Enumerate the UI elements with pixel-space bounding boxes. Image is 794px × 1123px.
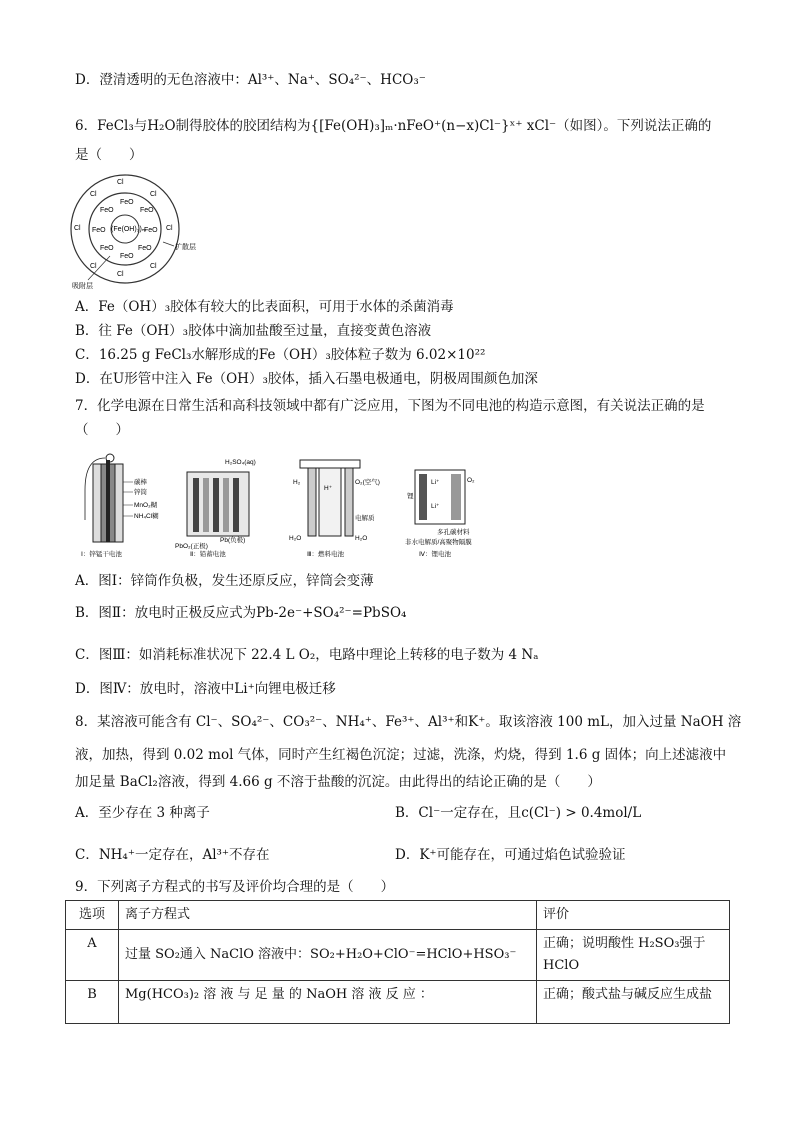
cl-label: Cl — [90, 191, 97, 198]
colloid-micelle-figure — [70, 172, 230, 292]
adsorption-layer-label: 吸附层 — [72, 283, 93, 290]
b1-part-label: 碳棒 — [134, 479, 147, 486]
b3-h2o-left-label: H₂O — [289, 535, 302, 542]
feo-label: FeO — [92, 227, 106, 234]
cl-label: Cl — [90, 263, 97, 270]
q6-option-d: D．在U形管中注入 Fe（OH）₃胶体，插入石墨电极通电，阴极周围颜色加深 — [75, 371, 538, 387]
q8-option-b: B．Cl⁻一定存在，且c(Cl⁻) > 0.4mol/L — [395, 805, 642, 821]
b3-caption: Ⅲ：燃料电池 — [307, 551, 344, 558]
battery-diagrams-figure — [75, 450, 485, 562]
b4-liplus-label: Li⁺ — [431, 479, 440, 486]
header-evaluation: 评价 — [537, 901, 730, 930]
q8-option-c: C．NH₄⁺一定存在，Al³⁺不存在 — [75, 847, 270, 863]
q9-table — [65, 900, 730, 1024]
q5-option-d: D．澄清透明的无色溶液中：Al³⁺、Na⁺、SO₄²⁻、HCO₃⁻ — [75, 72, 426, 88]
cl-label: Cl — [117, 271, 124, 278]
header-option: 选项 — [66, 901, 119, 930]
q8-stem-line1: 8．某溶液可能含有 Cl⁻、SO₄²⁻、CO₃²⁻、NH₄⁺、Fe³⁺、Al³⁺和K⁺。取该溶液 100 mL，加入过量 NaOH 溶 — [75, 714, 742, 730]
b2-positive-label: PbO₂(正极) — [175, 543, 208, 550]
b1-part-label: NH₄Cl糊 — [134, 513, 159, 520]
table-row — [66, 930, 730, 981]
q8-stem-line2: 液，加热，得到 0.02 mol 气体，同时产生红褐色沉淀；过滤，洗涤，灼烧，得到 1.6 g 固体；向上述滤液中 — [75, 747, 727, 763]
q6-option-c: C．16.25 g FeCl₃水解形成的Fe（OH）₃胶体粒子数为 6.02×10²² — [75, 347, 486, 363]
row-evaluation: 正确；说明酸性 H₂SO₃强于HClO — [537, 930, 730, 981]
cl-label: Cl — [150, 263, 157, 270]
q8-option-d: D．K⁺可能存在，可通过焰色试验验证 — [395, 847, 626, 863]
b4-separator-label: 非水电解质/高聚物隔膜 — [405, 539, 472, 546]
cl-label: Cl — [166, 225, 173, 232]
table-row — [66, 981, 730, 1024]
b3-o2-label: O₂(空气) — [355, 479, 380, 486]
q9-stem: 9．下列离子方程式的书写及评价均合理的是（ ） — [75, 879, 395, 895]
cl-label: Cl — [117, 179, 124, 186]
b4-carbon-label: 多孔碳材料 — [437, 529, 470, 536]
row-equation: Mg(HCO₃)₂ 溶 液 与 足 量 的 NaOH 溶 液 反 应 ： — [119, 981, 537, 1024]
feo-label: FeO — [120, 253, 134, 260]
b2-acid-label: H₂SO₄(aq) — [225, 459, 256, 466]
table-header-row — [66, 901, 730, 930]
b4-liplus-label: Li⁺ — [431, 503, 440, 510]
feo-label: FeO — [100, 207, 114, 214]
b4-caption: Ⅳ：锂电池 — [419, 551, 451, 558]
micelle-core-label: (Fe(OH)₃)ₘ — [111, 226, 147, 233]
feo-label: FeO — [100, 245, 114, 252]
q7-option-b: B．图Ⅱ：放电时正极反应式为Pb-2e⁻+SO₄²⁻=PbSO₄ — [75, 605, 407, 621]
lead-acid-battery — [175, 459, 256, 558]
q7-option-a: A．图Ⅰ：锌筒作负极，发生还原反应，锌筒会变薄 — [75, 573, 374, 589]
q6-stem-line2: 是（ ） — [75, 147, 143, 163]
b3-h2-label: H₂ — [293, 479, 301, 486]
b1-part-label: MnO₂糊 — [134, 502, 158, 509]
fuel-cell — [289, 460, 380, 558]
q7-stem-line1: 7．化学电源在日常生活和高科技领域中都有广泛应用，下图为不同电池的构造示意图，有关说法正确的是 — [75, 398, 705, 414]
cl-label: Cl — [74, 225, 81, 232]
feo-label: FeO — [144, 227, 158, 234]
b3-h2o-right-label: H₂O — [355, 535, 368, 542]
b2-caption: Ⅱ：铅蓄电池 — [190, 551, 226, 558]
row-equation: 过量 SO₂通入 NaClO 溶液中：SO₂+H₂O+ClO⁻=HClO+HSO₃⁻ — [119, 930, 537, 981]
q6-option-b: B．往 Fe（OH）₃胶体中滴加盐酸至过量，直接变黄色溶液 — [75, 323, 432, 339]
row-evaluation: 正确；酸式盐与碱反应生成盐 — [537, 981, 730, 1024]
cl-label: Cl — [150, 191, 157, 198]
feo-label: FeO — [140, 207, 154, 214]
q6-option-a: A．Fe（OH）₃胶体有较大的比表面积，可用于水体的杀菌消毒 — [75, 299, 454, 315]
header-equation: 离子方程式 — [119, 901, 537, 930]
q8-option-a: A．至少存在 3 种离子 — [75, 805, 210, 821]
q6-stem-line1: 6．FeCl₃与H₂O制得胶体的胶团结构为{[Fe(OH)₃]ₘ·nFeO⁺(n−x)Cl⁻}ˣ⁺ xCl⁻（如图）。下列说法正确的 — [75, 118, 712, 134]
zinc-manganese-battery — [81, 454, 159, 558]
q7-option-d: D．图Ⅳ：放电时，溶液中Li⁺向锂电极迁移 — [75, 681, 336, 697]
feo-label: FeO — [120, 199, 134, 206]
q8-stem-line3: 加足量 BaCl₂溶液，得到 4.66 g 不溶于盐酸的沉淀。由此得出的结论正确的是（ ） — [75, 774, 601, 790]
feo-label: FeO — [138, 245, 152, 252]
diffusion-layer-label: 扩散层 — [175, 244, 196, 251]
q7-stem-line2: （ ） — [75, 422, 129, 438]
lithium-battery — [405, 470, 475, 558]
b4-o2-label: O₂ — [467, 477, 475, 484]
b4-li-label: 锂 — [407, 493, 414, 500]
row-option: B — [66, 981, 119, 1024]
b1-part-label: 锌筒 — [134, 489, 147, 496]
b2-negative-label: Pb(负极) — [220, 537, 246, 544]
q7-option-c: C．图Ⅲ：如消耗标准状况下 22.4 L O₂，电路中理论上转移的电子数为 4 Nₐ — [75, 647, 539, 663]
b3-hplus-label: H⁺ — [324, 485, 333, 492]
b3-electrolyte-label: 电解质 — [355, 515, 375, 522]
b1-caption: Ⅰ：锌锰干电池 — [81, 551, 122, 558]
row-option: A — [66, 930, 119, 981]
